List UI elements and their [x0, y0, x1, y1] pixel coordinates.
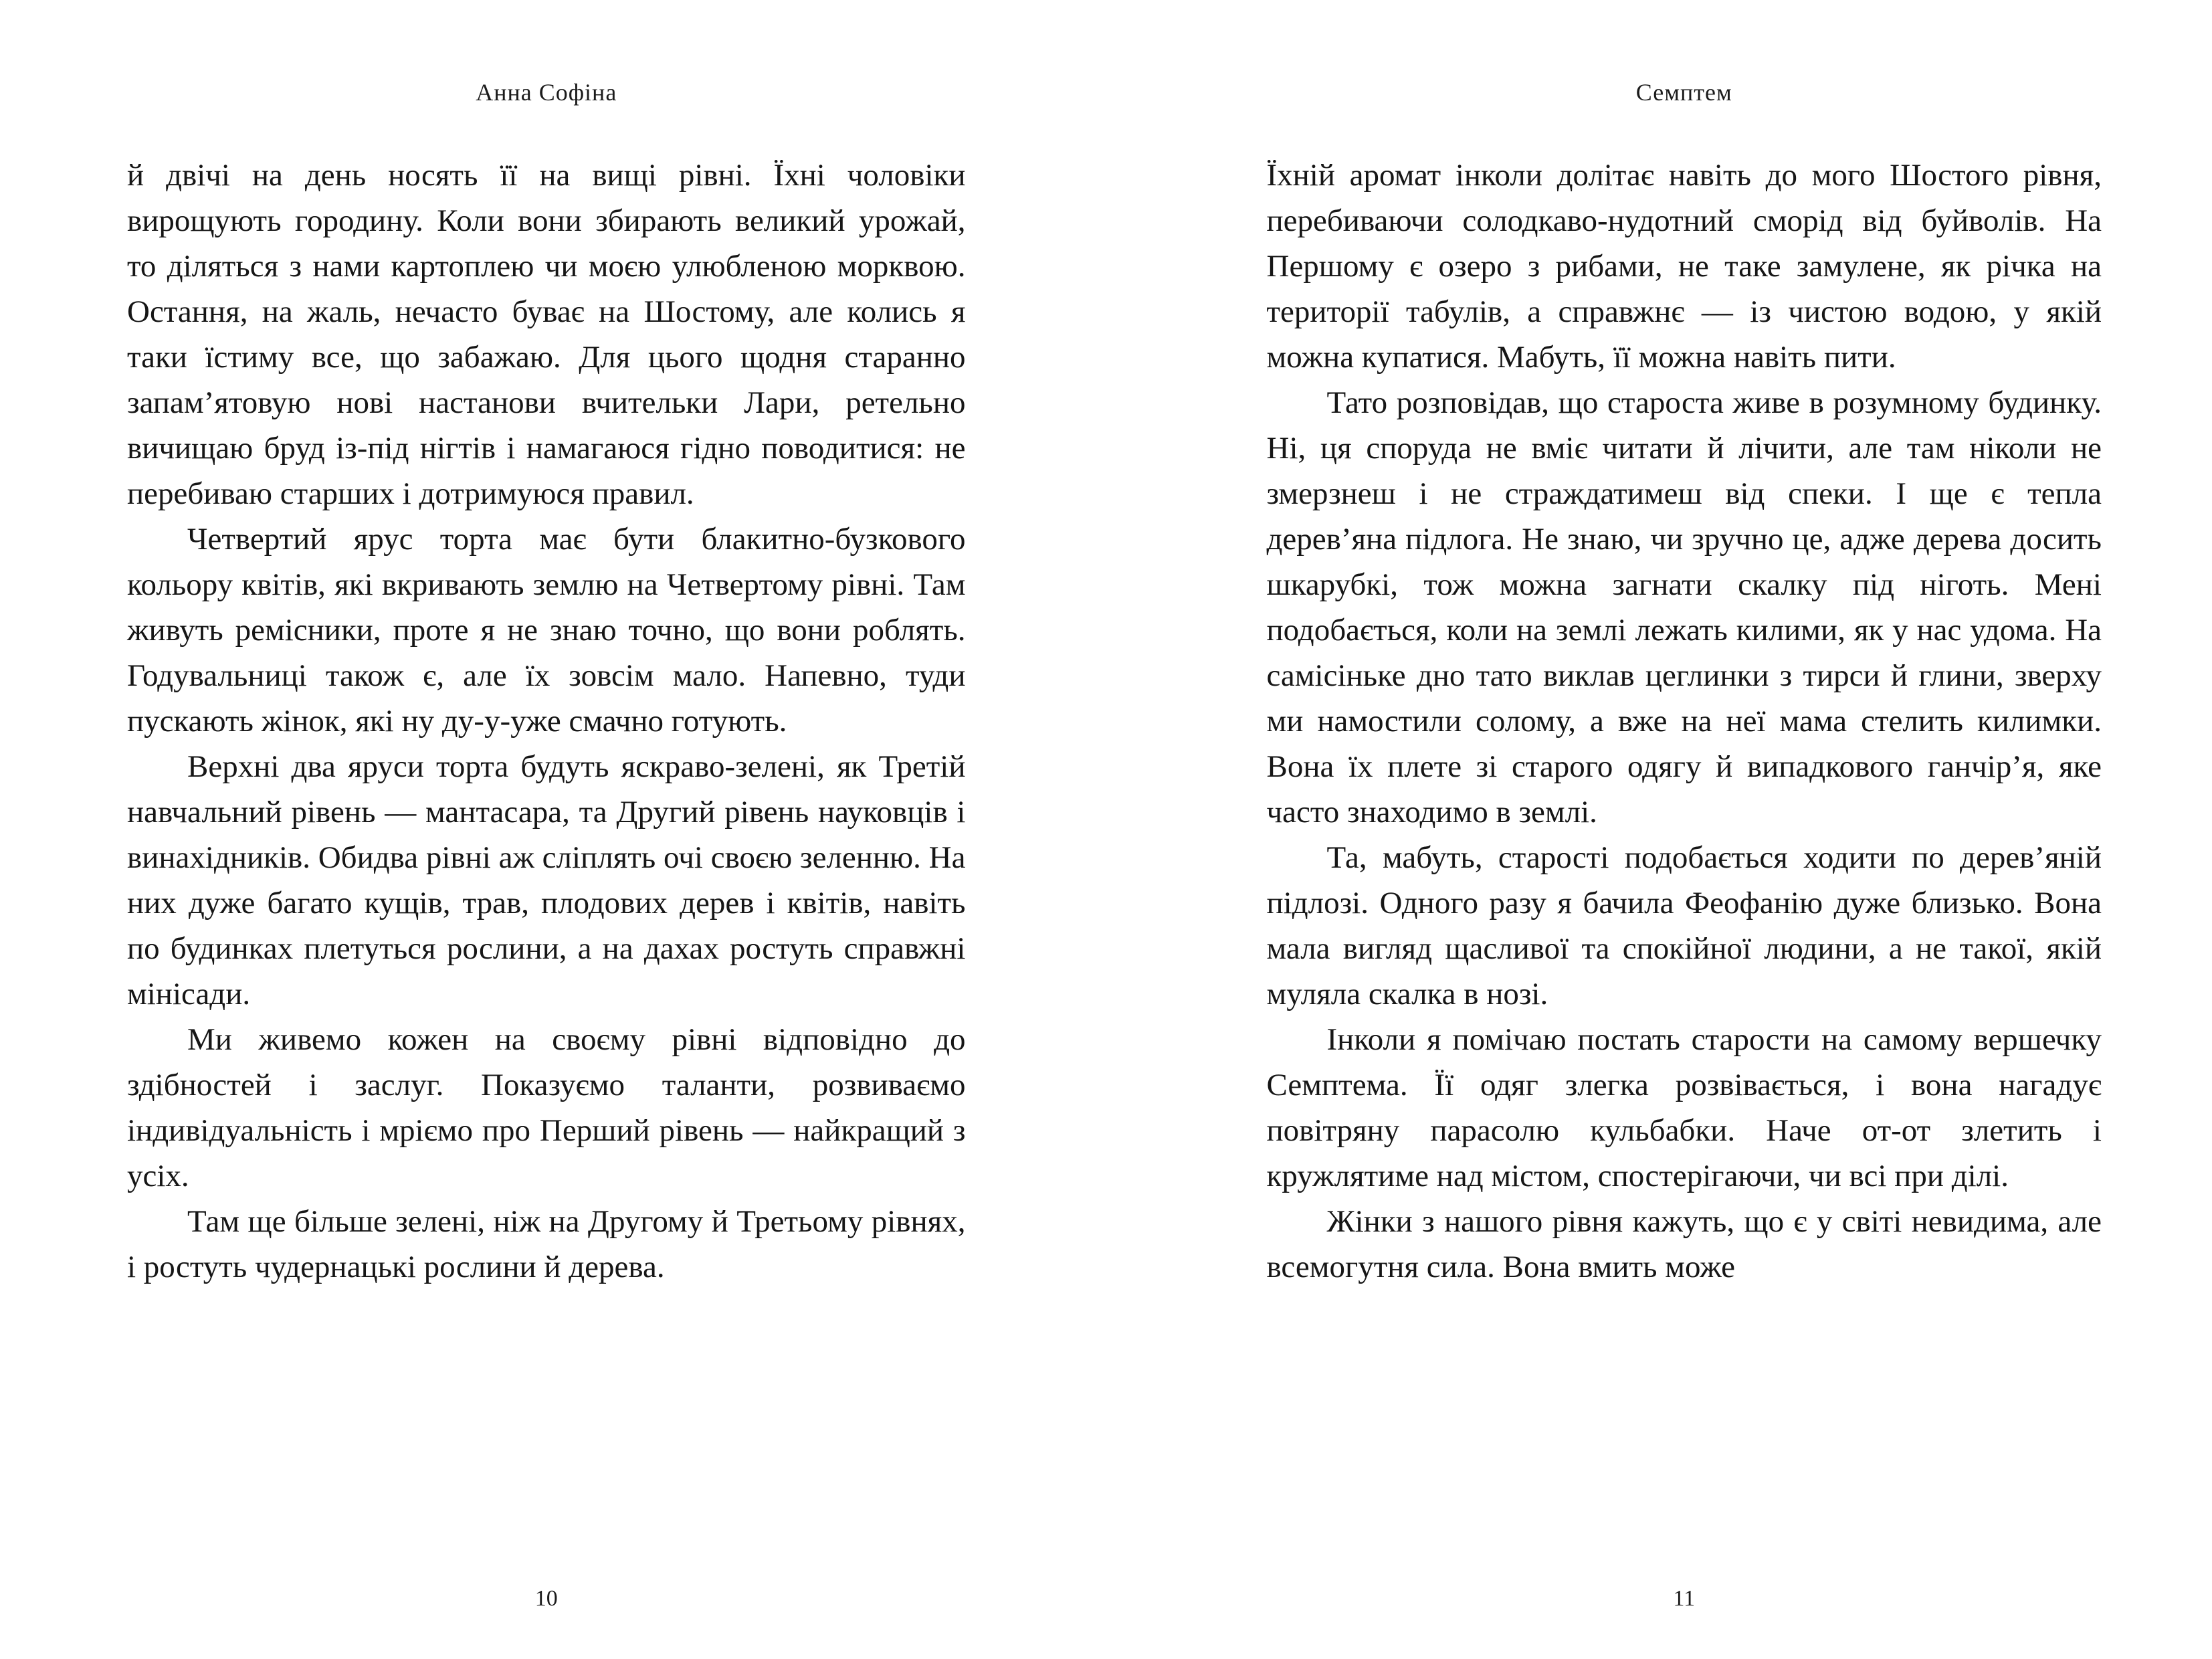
page-body-right — [1267, 153, 2102, 1290]
paragraph: Ми живемо кожен на своєму рівні відповідно до здібностей і заслуг. Показуємо таланти, розвиваємо індивідуальність і мріємо про Перший рівень — найкращий з усіх. — [127, 1022, 966, 1193]
paragraph: Жінки з нашого рівня кажуть, що є у світі невидима, але всемогутня сила. Вона вмить може — [1266, 1204, 2102, 1284]
running-header-left: Анна Софіна — [476, 79, 617, 106]
paragraph: Їхній аромат інколи долітає навіть до мого Шостого рівня, перебиваючи солодкаво-нудотний сморід від буйволів. На Першому є озеро з рибами, не таке замулене, як річка на території табулів, а справжнє — із чистою водою, у якій можна купатися. Мабуть, її можна навіть пити. — [1266, 158, 2102, 375]
page-number-left: 10 — [534, 1586, 558, 1611]
paragraph: Та, мабуть, старості подобається ходити по дерев’яній підлозі. Одного разу я бачила Феофанію дуже близько. Вона мала вигляд щасливої та спокійної людини, а не такої, якій муляла скалка в нозі. — [1266, 840, 2102, 1011]
running-header-right: Семптем — [1635, 79, 1732, 106]
page-number-right: 11 — [1673, 1586, 1696, 1611]
paragraph: Верхні два яруси торта будуть яскраво-зелені, як Третій навчальний рівень — мантасара, та Другий рівень науковців і винахідників. Обидва рівні аж сліплять очі своєю зеленню. На них дуже багато кущів, трав, плодових дерев і квітів, навіть по будинках плетуться рослини, а на дахах ростуть справжні мінісади. — [127, 749, 966, 1011]
paragraph: Інколи я помічаю постать старости на самому вершечку Семптема. Її одяг злегка розвівається, і вона нагадує повітряну парасолю кульбабки. Наче от-от злетить і кружлятиме над містом, спостерігаючи, чи всі при ділі. — [1266, 1022, 2102, 1193]
paragraph: Там ще більше зелені, ніж на Другому й Третьому рівнях, і ростуть чудернацькі рослини й дерева. — [127, 1204, 966, 1284]
page-body-left — [127, 153, 966, 1290]
page-right — [1106, 0, 2212, 1659]
paragraph: Четвертий ярус торта має бути блакитно-бузкового кольору квітів, які вкривають землю на Четвертому рівні. Там живуть ремісники, проте я не знаю точно, що вони роблять. Годувальниці також є, але їх зовсім мало. Напевно, туди пускають жінок, які ну ду-у-уже смачно готують. — [127, 522, 966, 739]
paragraph: Тато розповідав, що староста живе в розумному будинку. Ні, ця споруда не вміє читати й лічити, але там ніколи не змерзнеш і не страждатимеш від спеки. І ще є тепла дерев’яна підлога. Не знаю, чи зручно це, адже дерева досить шкарубкі, тож можна загнати скалку під ніготь. Мені подобається, коли на землі лежать килими, як у нас удома. На самісіньке дно тато виклав цеглинки з тирси й глини, зверху ми намостили солому, а вже на неї мама стелить килимки. Вона їх плете зі старого одягу й випадкового ганчір’я, яке часто знаходимо в землі. — [1266, 385, 2102, 830]
paragraph: й двічі на день носять її на вищі рівні. Їхні чоловіки вирощують городину. Коли вони збирають великий урожай, то діляться з нами картоплею чи моєю улюбленою морквою. Остання, на жаль, нечасто буває на Шостому, але колись я таки їстиму все, що забажаю. Для цього щодня старанно запам’ятовую нові настанови вчительки Лари, ретельно вичищаю бруд із-під нігтів і намагаюся гідно поводитися: не перебиваю старших і дотримуюся правил. — [127, 158, 966, 511]
